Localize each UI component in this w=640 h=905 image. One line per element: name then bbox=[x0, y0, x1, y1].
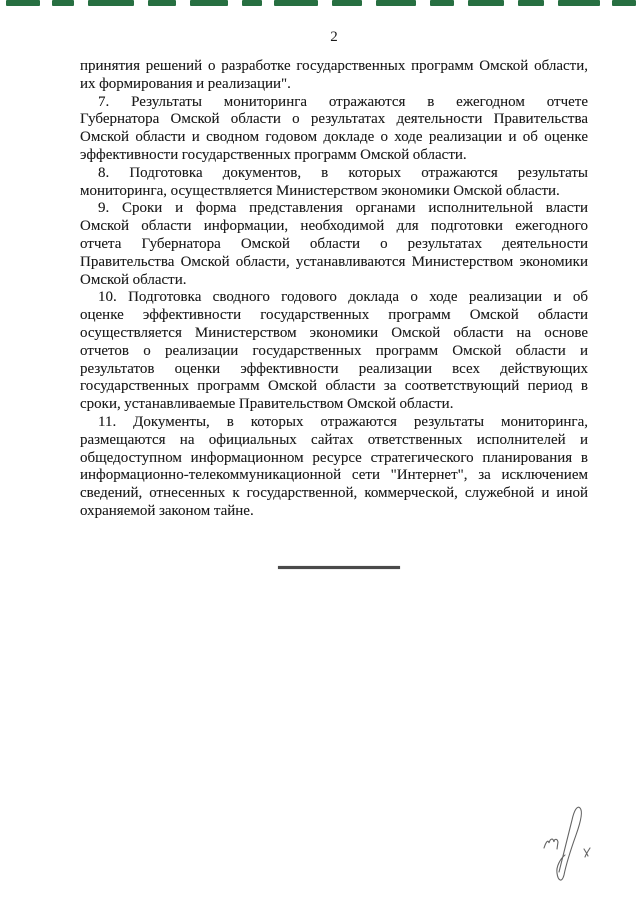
text-line: Правительства Омской области, устанавливаются Министерством экономики bbox=[80, 253, 588, 270]
text-line: результатов оценки эффективности реализации всех действующих bbox=[80, 360, 588, 377]
paragraph bbox=[80, 200, 588, 289]
text-line: 8. Подготовка документов, в которых отражаются результаты bbox=[98, 164, 588, 181]
text-line: 11. Документы, в которых отражаются результаты мониторинга, bbox=[98, 413, 588, 430]
text-line: 9. Сроки и форма представления органами исполнительной власти bbox=[98, 200, 588, 217]
text-line: Омской области. bbox=[80, 271, 187, 288]
text-line: эффективности государственных программ Омской области. bbox=[80, 146, 467, 163]
scan-edge-dash bbox=[52, 0, 74, 6]
document-text bbox=[80, 58, 588, 521]
text-line: мониторинга, осуществляется Министерством экономики Омской области. bbox=[80, 182, 560, 199]
handwritten-signature-icon bbox=[534, 795, 608, 889]
scan-edge-dash bbox=[430, 0, 454, 6]
scan-edge-dash bbox=[332, 0, 362, 6]
text-line: принятия решений о разработке государственных программ Омской области, bbox=[80, 58, 588, 74]
text-line: Губернатора Омской области о результатах деятельности Правительства bbox=[80, 111, 588, 128]
text-line: Омской области и сводном годовом докладе о ходе реализации и об оценке bbox=[80, 129, 588, 146]
paragraph bbox=[80, 165, 588, 201]
paragraph bbox=[80, 94, 588, 165]
end-divider-rule bbox=[278, 566, 400, 569]
scan-edge-dash bbox=[6, 0, 40, 6]
scan-edge-dash bbox=[242, 0, 262, 6]
scan-edge-dash bbox=[612, 0, 636, 6]
text-line: их формирования и реализации". bbox=[80, 75, 291, 92]
text-line: осуществляется Министерством экономики Омской области на основе bbox=[80, 324, 588, 341]
scan-edge-artifact bbox=[0, 0, 640, 7]
text-line: общедоступном информационном ресурсе стратегического планирования в bbox=[80, 449, 588, 466]
scan-edge-dash bbox=[88, 0, 134, 6]
text-line: информационно-телекоммуникационной сети "Интернет", за исключением bbox=[80, 467, 588, 484]
scan-edge-dash bbox=[468, 0, 504, 6]
scan-edge-dash bbox=[376, 0, 416, 6]
page-number: 2 bbox=[330, 29, 338, 45]
text-line: сроки, устанавливаемые Правительством Омской области. bbox=[80, 396, 454, 413]
text-line: 10. Подготовка сводного годового доклада о ходе реализации и об bbox=[98, 289, 588, 306]
text-line: отчета Губернатора Омской области о результатах деятельности bbox=[80, 235, 588, 252]
scan-edge-dash bbox=[518, 0, 544, 6]
text-line: государственных программ Омской области за соответствующий период в bbox=[80, 378, 588, 395]
scan-edge-dash bbox=[558, 0, 600, 6]
scan-edge-dash bbox=[190, 0, 228, 6]
scan-edge-dash bbox=[148, 0, 176, 6]
scan-edge-dash bbox=[274, 0, 318, 6]
text-line: Омской области информации, необходимой для подготовки ежегодного bbox=[80, 218, 588, 235]
text-line: размещаются на официальных сайтах ответственных исполнителей и bbox=[80, 431, 588, 448]
text-line: 7. Результаты мониторинга отражаются в ежегодном отчете bbox=[98, 93, 588, 110]
paragraph bbox=[80, 289, 588, 414]
text-line: охраняемой законом тайне. bbox=[80, 502, 254, 519]
text-line: отчетов о реализации государственных программ Омской области и bbox=[80, 342, 588, 359]
text-line: оценке эффективности государственных программ Омской области bbox=[80, 307, 588, 324]
paragraph bbox=[80, 58, 588, 94]
paragraph bbox=[80, 414, 588, 521]
text-line: сведений, отнесенных к государственной, коммерческой, служебной и иной bbox=[80, 485, 588, 502]
